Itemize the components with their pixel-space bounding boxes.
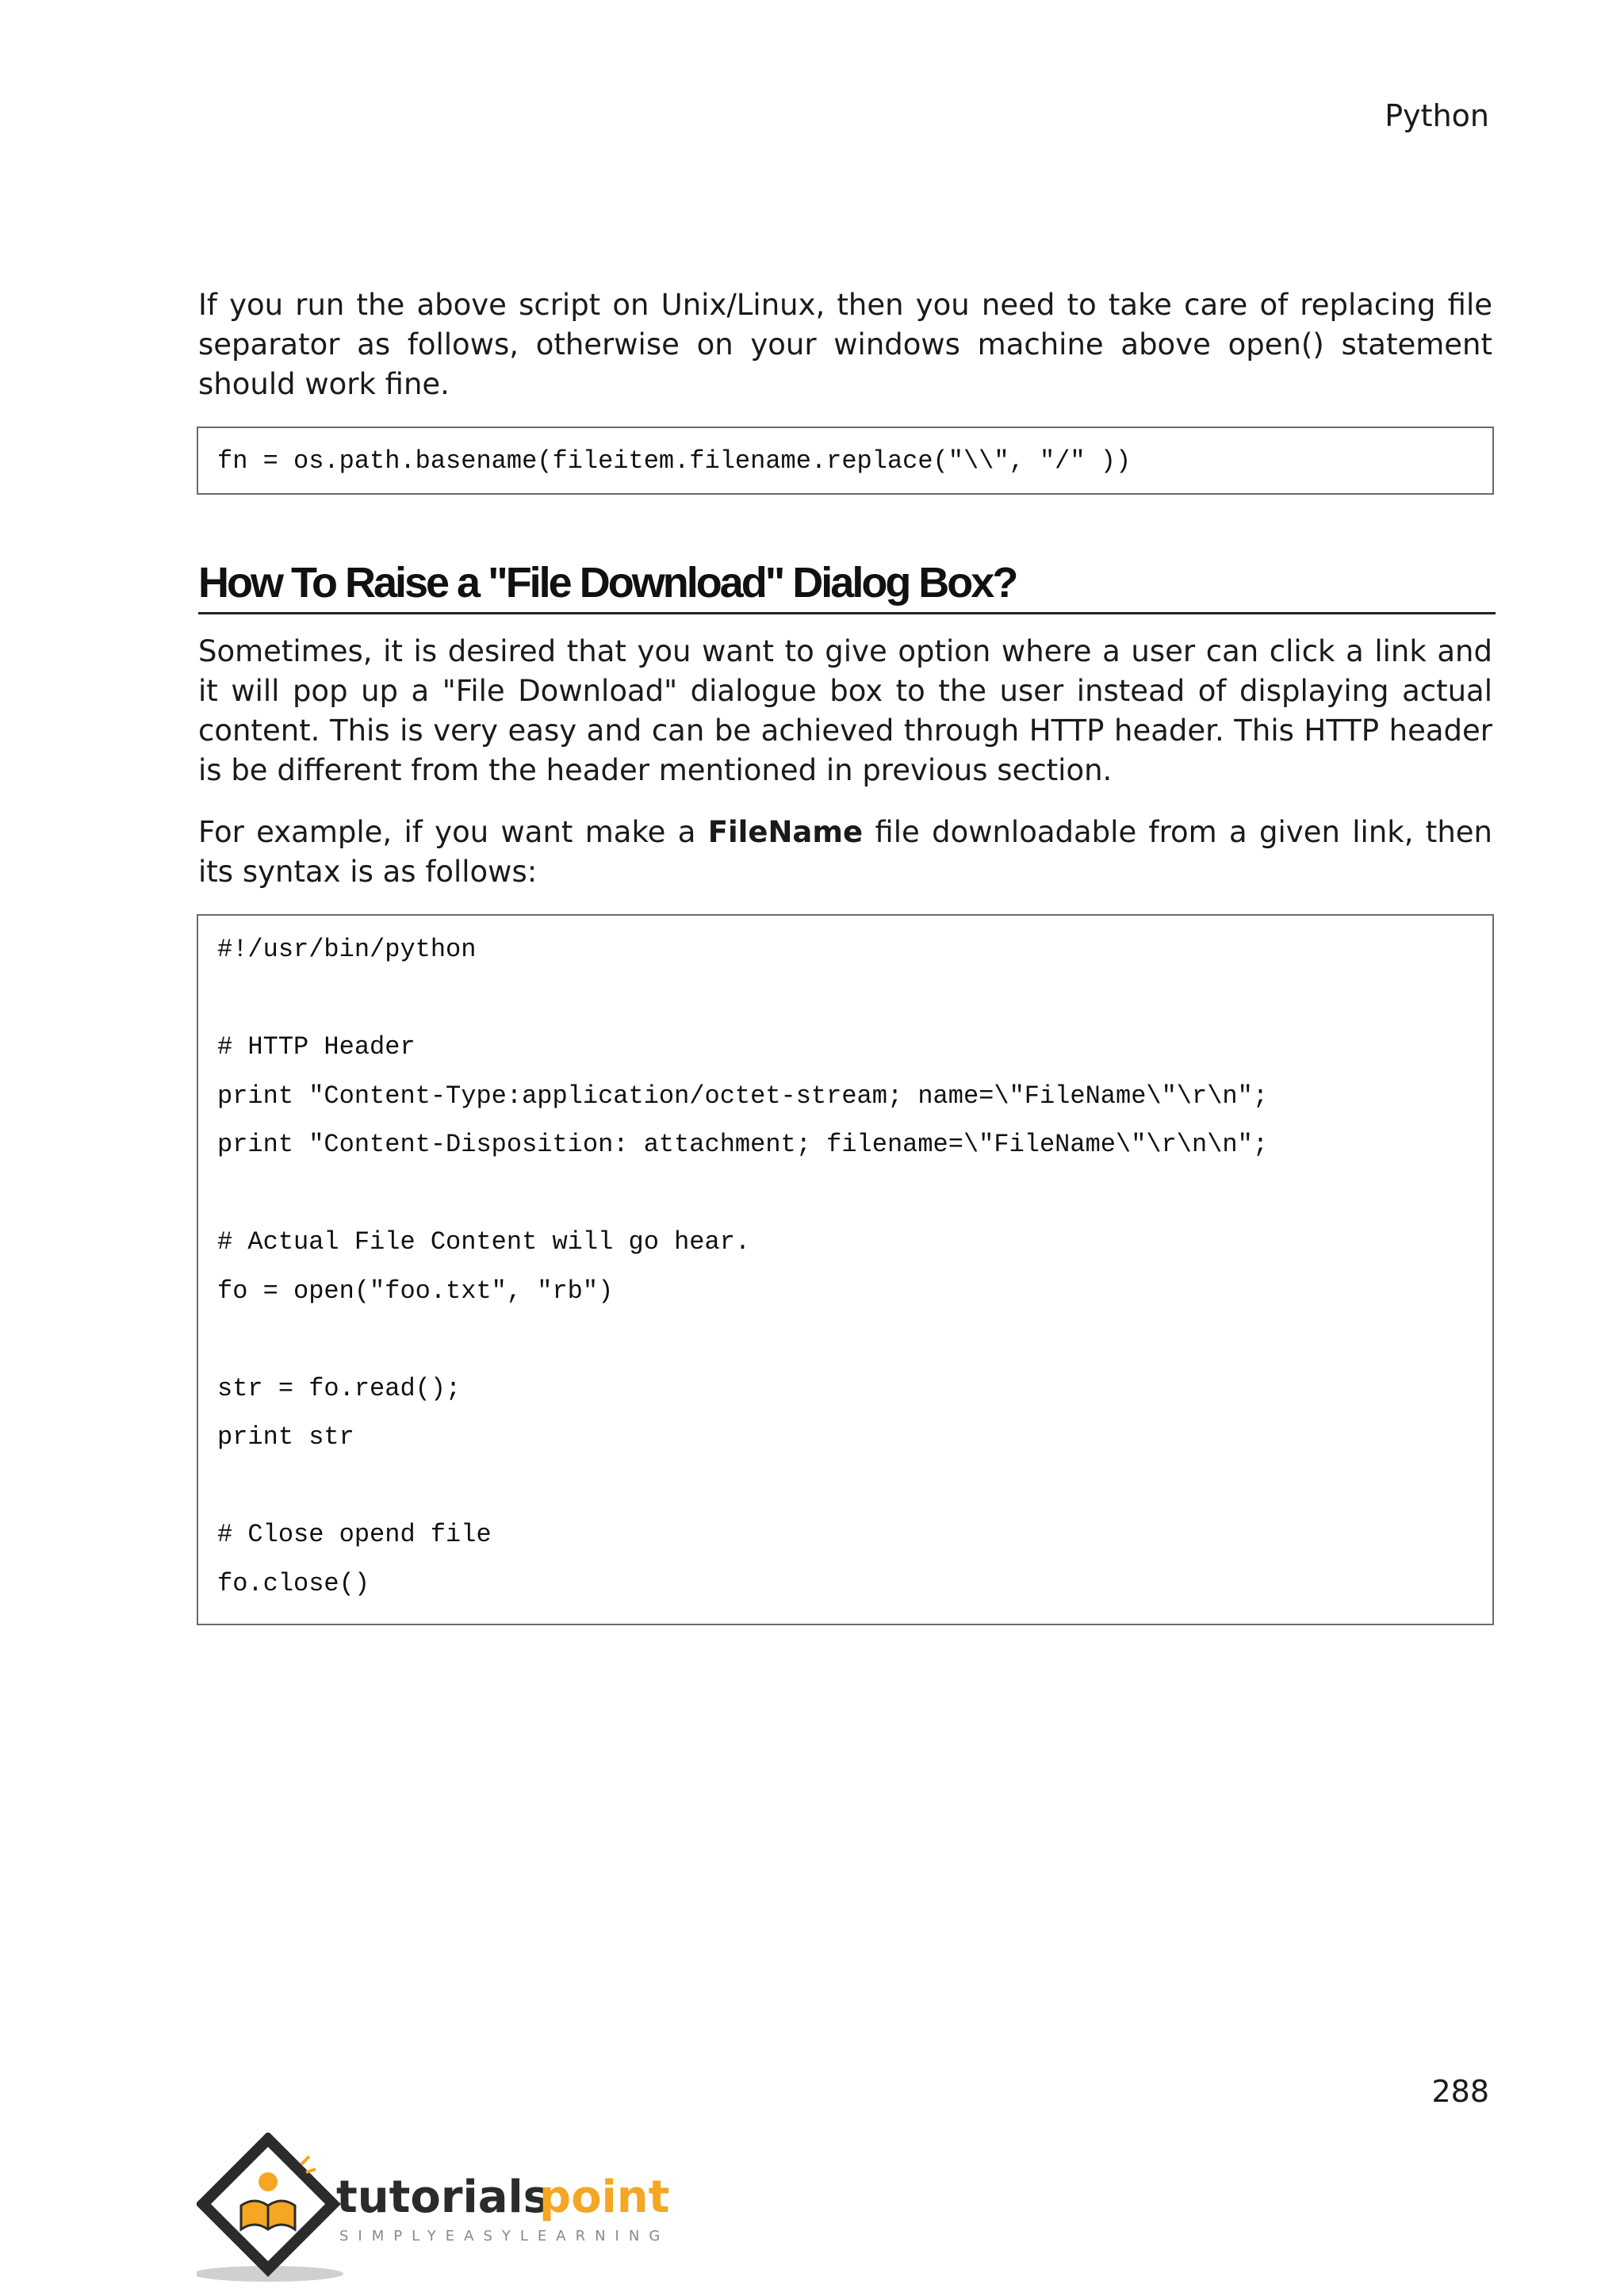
logo-wordmark-accent: point [539, 2172, 670, 2223]
example-paragraph [198, 813, 1492, 892]
code-line: fo.close() [217, 1568, 370, 1598]
example-text-start: For example, if you want make a [198, 815, 708, 849]
page-content [198, 285, 1492, 1625]
code-line: # Close opend file [217, 1520, 492, 1549]
code-line: # Actual File Content will go hear. [217, 1227, 751, 1257]
tutorialspoint-logo [197, 2133, 688, 2283]
logo-person-head [259, 2172, 278, 2191]
logo-tagline: SIMPLYEASYLEARNING [339, 2228, 670, 2244]
logo-diamond [203, 2139, 333, 2269]
code-block-replace [197, 427, 1494, 495]
page-number: 288 [1431, 2074, 1489, 2109]
code-line [217, 1169, 1473, 1219]
code-line: str = fo.read(); [217, 1373, 462, 1403]
code-line: # HTTP Header [217, 1032, 416, 1062]
code-line [217, 974, 1473, 1024]
logo-wordmark-dark: tutorials [336, 2172, 550, 2223]
filename-term: FileName [707, 815, 864, 849]
example-text-end: file downloadable from a given link, then its syntax is as follows: [198, 815, 1492, 889]
code-line: fn = os.path.basename(fileitem.filename.replace("\\", "/" )) [217, 446, 1132, 476]
code-line: #!/usr/bin/python [217, 935, 477, 964]
code-line: print str [217, 1422, 354, 1452]
code-line [217, 1462, 1473, 1511]
code-line: print "Content-Type:application/octet-stream; name=\"FileName\"\r\n"; [217, 1081, 1269, 1111]
section-paragraph: Sometimes, it is desired that you want to give option where a user can click a link and it will pop up a "File Download" dialogue box to the user instead of displaying actual content. This is very easy and can be achieved through HTTP header. This HTTP header is be different from the header mentioned in previous section. [198, 634, 1492, 787]
running-header: Python [1385, 98, 1489, 133]
code-line: print "Content-Disposition: attachment; filename=\"FileName\"\r\n\n"; [217, 1130, 1269, 1159]
intro-paragraph: If you run the above script on Unix/Linux, then you need to take care of replacing file separator as follows, otherwise on your windows machine above open() statement should work fine. [198, 288, 1492, 401]
code-line [217, 1315, 1473, 1364]
code-line: fo = open("foo.txt", "rb") [217, 1276, 614, 1306]
code-block-download [197, 914, 1494, 1625]
section-heading: How To Raise a "File Download" Dialog Box? [198, 557, 1496, 614]
